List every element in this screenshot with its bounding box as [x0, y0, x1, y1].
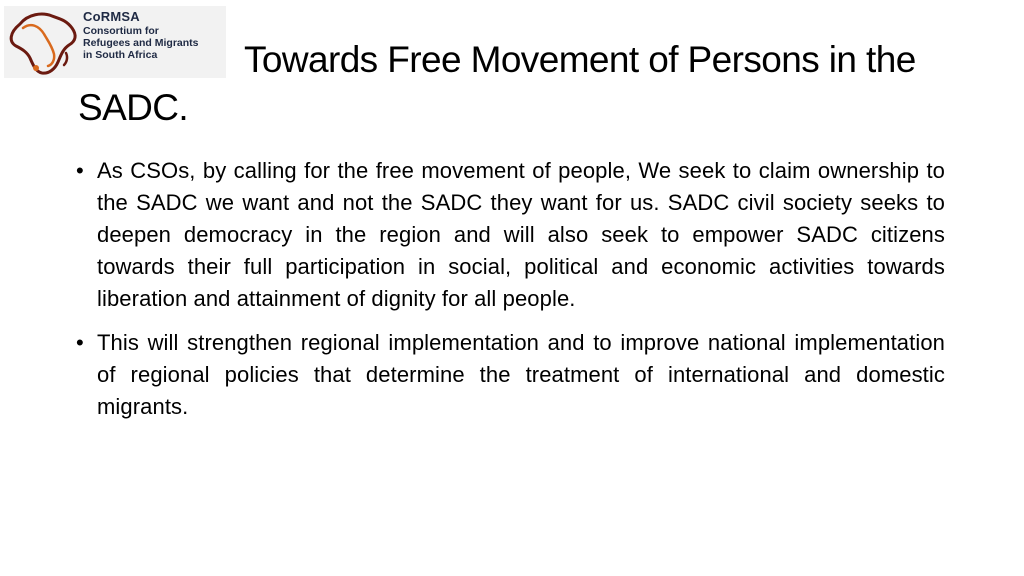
africa-map-icon: [6, 8, 82, 78]
bullet-list: [76, 155, 945, 435]
bullet-item: [76, 327, 945, 423]
bullet-text: This will strengthen regional implementation and to improve national implementation of regional policies that determine the treatment of international and domestic migrants.: [97, 330, 945, 419]
logo-line-3: in South Africa: [83, 49, 158, 61]
logo-acronym: CoRMSA: [83, 9, 140, 24]
bullet-dot-icon: •: [76, 330, 84, 355]
bullet-dot-icon: •: [76, 158, 84, 183]
bullet-text: As CSOs, by calling for the free movement of people, We seek to claim ownership to the SADC we want and not the SADC they want for us. SADC civil society seeks to deepen democracy in the region and will also seek to empower SADC citizens towards their full participation in social, political and economic activities towards liberation and attainment of dignity for all people.: [97, 158, 945, 311]
logo-line-1: Consortium for: [83, 25, 159, 37]
slide-title: Towards Free Movement of Persons in the SADC.: [78, 39, 916, 128]
logo-line-2: Refugees and Migrants: [83, 37, 199, 49]
bullet-item: [76, 155, 945, 315]
